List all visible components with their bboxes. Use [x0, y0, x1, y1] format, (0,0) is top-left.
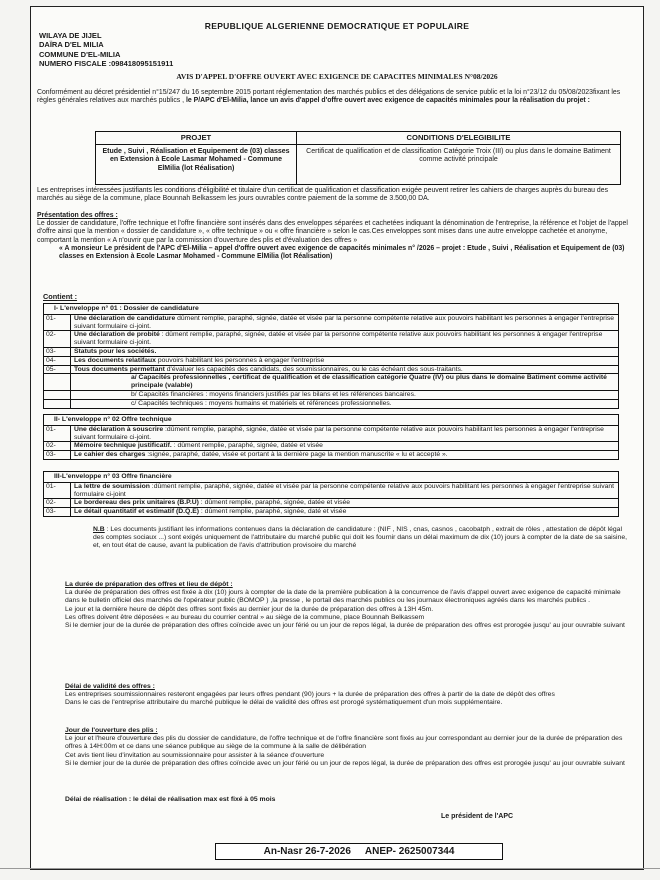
row-text	[71, 366, 618, 374]
row-text	[71, 315, 618, 331]
row-bold: La lettre de soumission	[74, 482, 150, 490]
row-body: : dûment remplie, paraphé, signée, datée et visée par la personne compétente relative aux pouvoirs habilitant les personnes à engager l'entreprise suivant formulaire ci-joint.	[74, 331, 603, 347]
row-text	[71, 442, 618, 450]
issuer-block	[39, 31, 173, 69]
row-number: 01-	[44, 315, 71, 331]
project-header: PROJET	[96, 132, 296, 145]
table-row	[44, 315, 618, 332]
row-body: :dûment remplie, paraphé, signée, datée et visée par la personne compétente relative aux pouvoirs habilitant les personnes à engager l'entreprise suivant formulaire ci-joint.	[74, 425, 604, 441]
table-row	[44, 391, 618, 400]
row-bold: Tous documents permettant	[74, 365, 165, 373]
row-text	[71, 508, 618, 516]
fiscal-number-line: NUMERO FISCALE :098418095151911	[39, 59, 174, 69]
validite-p2: Dans le cas de l'entreprise attributaire du marché publique le délai de validité des offres est prorogé systématiquement d'un mois supplémentaire.	[65, 699, 503, 707]
intro-bold: le P/APC d'El-Milia, lance un avis d'appel d'offre ouvert avec exigence de capacités minimales pour la réalisation du projet :	[184, 97, 590, 105]
row-text	[71, 348, 618, 356]
row-text: a/ Capacités professionnelles , certificat de qualification et de classification catégorie Quatre (IV) ou plus dans le domaine Batiment comme activité principale (valable)	[131, 374, 607, 390]
row-number: 03-	[44, 508, 71, 516]
row-body: d'évaluer les capacités des candidats, des soumissionnaires, ou le cas échéant des sous-traitants.	[164, 365, 463, 373]
row-bold: Une déclaration à souscrire	[74, 425, 164, 433]
presentation-address	[37, 245, 635, 261]
table-row	[44, 508, 618, 516]
row-text: b/ Capacités financières : moyens financiers justifiés par les bilans et les références bancaires.	[131, 390, 416, 398]
project-cell	[96, 132, 297, 184]
row-bold: Le détail quantitatif et estimatif (D.Q.E)	[74, 508, 199, 516]
enveloppe-1-head: I- L'enveloppe n° 01 : Dossier de candidature	[44, 304, 618, 315]
entreprises-paragraph: Les entreprises intéressées justifiants les conditions d'éligibilité et titulaire d'un certificat de qualification et classification exigée peuvent retirer les cahiers de charges auprès du bureau des marchés au siège de la commune, place Bounnah Belkassem les jours ouvrables contre paiement de la somme de 3.500,00 DA.	[37, 187, 609, 203]
ouverture-p1: Le jour et l'heure d'ouverture des plis du dossier de candidature, de l'offre technique et de l'offre financière sont fixés au jour correspondant au dernier jour de la durée de préparation des offres à 14H:00m et ce dans une séance publique au siège de la commune à la salle de délibération	[65, 735, 623, 751]
row-bold: Le bordereau des prix unitaires (B.P.U)	[74, 499, 199, 507]
table-row	[44, 451, 618, 459]
row-number: 01-	[44, 483, 71, 499]
row-bold: Les documents relatifaux	[74, 356, 156, 364]
row-number: 03-	[44, 348, 71, 356]
validite-p1: Les entreprises soumissionnaires resteront engagées par leurs offres pendant (90) jours + la durée de préparation des offres à partir de la date de dépôt des offres	[65, 691, 555, 699]
row-text	[71, 499, 618, 507]
row-bold: Une déclaration de candidature	[74, 314, 176, 322]
signature-label: Le président de l'APC	[441, 813, 514, 820]
table-row	[44, 357, 618, 366]
table-row	[44, 499, 618, 508]
row-text	[71, 357, 618, 365]
row-number: 04-	[44, 357, 71, 365]
row-number	[44, 391, 71, 399]
contenu-label: Contient :	[43, 292, 78, 301]
row-bold: Une déclaration de probité	[74, 331, 160, 339]
duree-p1: La durée de préparation des offres est fixée à dix (10) jours à compter de la date de la première publication à la concurrence de l'avis d'appel ouvert avec exigence de capacité minimale dans le bulletin officiel des marchés de l'opérateur public (BOMOP ) ,la presse , le portail des marchés publics ou les journaux électroniques agréés dans les marchés publics .	[65, 589, 621, 605]
row-text	[71, 451, 618, 459]
row-number: 05-	[44, 366, 71, 374]
project-table	[95, 131, 621, 185]
table-row	[44, 442, 618, 451]
ouverture-title: Jour de l'ouverture des plis :	[65, 727, 158, 734]
row-number	[44, 400, 71, 408]
row-number: 02-	[44, 499, 71, 507]
row-number	[44, 374, 71, 390]
row-bold: Le cahier des charges	[74, 451, 146, 459]
row-body: pouvoirs habilitant les personnes à engager l'entreprise	[155, 356, 325, 364]
row-body: dûment remplie, paraphé, signée, datée et visée par la personne compétente relative aux pouvoirs habilitant les personnes à engager l'entreprise suivant formulaire ci-joint.	[74, 314, 615, 330]
row-body: : dûment remplie, paraphé, signée, datée et visée	[198, 499, 351, 507]
presentation-text: Le dossier de candidature, l'offre technique et l'offre financière sont insérés dans des enveloppes séparées et cachetées indiquant la dénomination de l'entreprise, la référence et l'objet de l'appel d'offre ainsi que la mention « dossier de candidature », « offre technique » ou « offre financière » selon le cas.Ces enveloppes sont mises dans une autre enveloppe cachetée et anonyme, comportant la mention « A n'ouvrir que par la commission d'ouverture des plis et d'évaluation des offres »	[37, 220, 628, 244]
table-row	[44, 374, 618, 391]
table-row	[44, 426, 618, 443]
duree-title: La durée de préparation des offres et lieu de dépôt :	[65, 581, 233, 588]
enveloppe-2-head: II- L'enveloppe n° 02 Offre technique	[44, 415, 618, 426]
row-number: 02-	[44, 331, 71, 347]
row-body: :signée, paraphé, datée, visée et portant à la dernière page la mention manuscrite « lu et accepté ».	[145, 451, 448, 459]
document-page	[30, 6, 644, 870]
presentation-title: Présentation des offres :	[37, 212, 118, 219]
row-bold: Mémoire technique justificatif.	[74, 442, 172, 450]
project-description: Etude , Suivi , Réalisation et Equipement de (03) classes en Extension à Ecole Lasmar Mohamed - Commune ElMilia (lot Réalisation)	[102, 148, 290, 172]
row-bold: Statuts pour les sociétés.	[74, 347, 157, 355]
row-number: 02-	[44, 442, 71, 450]
scan-edge-line	[0, 868, 660, 869]
intro-text: Conformément au décret présidentiel n°15/247 du 16 septembre 2015 portant réglementation des marchés publics et des délégations de service public et la loi n°23/12 du 05/08/2023fixant les règles générales relatives aux marchés publics ,	[37, 89, 621, 105]
row-text	[71, 426, 618, 442]
duree-p2: Le jour et la dernière heure de dépôt des offres sont fixés au dernier jour de la durée de préparation des offres à 13H 45m.	[65, 605, 434, 613]
delai-realisation: Délai de réalisation : le délai de réalisation max est fixé à 05 mois	[65, 796, 276, 803]
duree-section	[65, 581, 627, 630]
newspaper-date: An-Nasr 26-7-2026	[263, 846, 351, 857]
row-body: : dûment remplie, paraphé, signée, daté et visée	[199, 508, 347, 516]
validite-title: Délai de validité des offres :	[65, 683, 155, 690]
table-row	[44, 400, 618, 408]
presentation-address-text: « A monsieur Le président de l'APC d'El-Milia – appel d'offre ouvert avec exigence de capacités minimales n° /2026 – projet : Etude , Suivi , Réalisation et Equipement de (03) classes en Extension à Ecole Lasmar Mohamed - Commune ElMilia (lot Réalisation)	[59, 244, 625, 261]
duree-p4: Si le dernier jour de la durée de préparation des offres coïncide avec un jour férié ou un jour de repos légal, la durée de préparation des offres est prorogée jusqu' au jour ouvrable suivant	[65, 622, 625, 630]
validite-section	[65, 683, 627, 708]
row-text: c/ Capacités techniques : moyens humains et matériels et références professionnelles.	[131, 399, 392, 407]
row-text	[71, 483, 618, 499]
enveloppe-2-table	[43, 414, 619, 460]
row-text	[71, 331, 618, 347]
commune-line: COMMUNE D'EL-MILIA	[39, 49, 121, 59]
row-number: 03-	[44, 451, 71, 459]
table-row	[44, 366, 618, 375]
conditions-description: Certificat de qualification et de classification Catégorie Troix (III) ou plus dans le domaine Batiment comme activité principale	[306, 148, 611, 164]
notice-title: AVIS D'APPEL D'OFFRE OUVERT AVEC EXIGENCE DE CAPACITES MINIMALES N°08/2026	[176, 72, 498, 81]
ouverture-section	[65, 727, 627, 768]
presentation-section	[37, 212, 635, 261]
nb-label: N.B	[93, 526, 105, 533]
republic-header: REPUBLIQUE ALGERIENNE DEMOCRATIQUE ET POPULAIRE	[204, 21, 470, 31]
nb-text: : Les documents justifiant les informations contenues dans la déclaration de candidature : (NIF , NIS , cnas, casnos , cacobatph , extrait de rôles , attestation de dépôt légal des comptes sociaux ...) sont exigés uniquement de l'attributaire du marché public qui doit les fournir dans un délai maximum de dix (10) jours à compter de la date de sa saisine, et, en tout état de cause, avant la publication de l'avis d'attribution provisoire du marché	[93, 526, 628, 550]
nb-note	[93, 526, 633, 551]
table-row	[44, 483, 618, 500]
anep-number: ANEP- 2625007344	[364, 846, 455, 857]
row-number: 01-	[44, 426, 71, 442]
conditions-cell	[297, 132, 620, 184]
enveloppe-3-head: III-L'enveloppe n° 03 Offre financière	[44, 472, 618, 483]
row-body: :dûment remplie, paraphé, signée, datée et visée par la personne compétente relative aux pouvoirs habilitant les personnes à engager l'entreprise suivant formulaire ci-joint	[74, 482, 615, 498]
row-body: : dûment remplie, paraphé, signée, datée et visée	[171, 442, 323, 450]
enveloppe-3-table	[43, 471, 619, 517]
ouverture-p2: Cet avis tient lieu d'invitation au soumissionnaire pour assister à la séance d'ouverture	[65, 751, 325, 759]
ouverture-p3: Si le dernier jour de la durée de préparation des offres coïncide avec un jour férié ou un jour de repos légal, la durée de préparation des offres est prorogée jusqu' au jour ouvrable suivant	[65, 759, 625, 767]
table-row	[44, 331, 618, 348]
daira-line: DAÏRA D'EL MILIA	[39, 40, 104, 50]
intro-paragraph	[37, 89, 635, 105]
publication-reference	[215, 843, 503, 860]
wilaya-line: WILAYA DE JIJEL	[39, 31, 102, 40]
duree-p3: Les offres doivent être déposées « au bureau du courrier central » au siège de la commune, place Bounnah Belkassem	[65, 613, 425, 621]
table-row	[44, 348, 618, 357]
conditions-header: CONDITIONS D'ELEGIBILITE	[297, 132, 620, 145]
enveloppe-1-table	[43, 303, 619, 409]
